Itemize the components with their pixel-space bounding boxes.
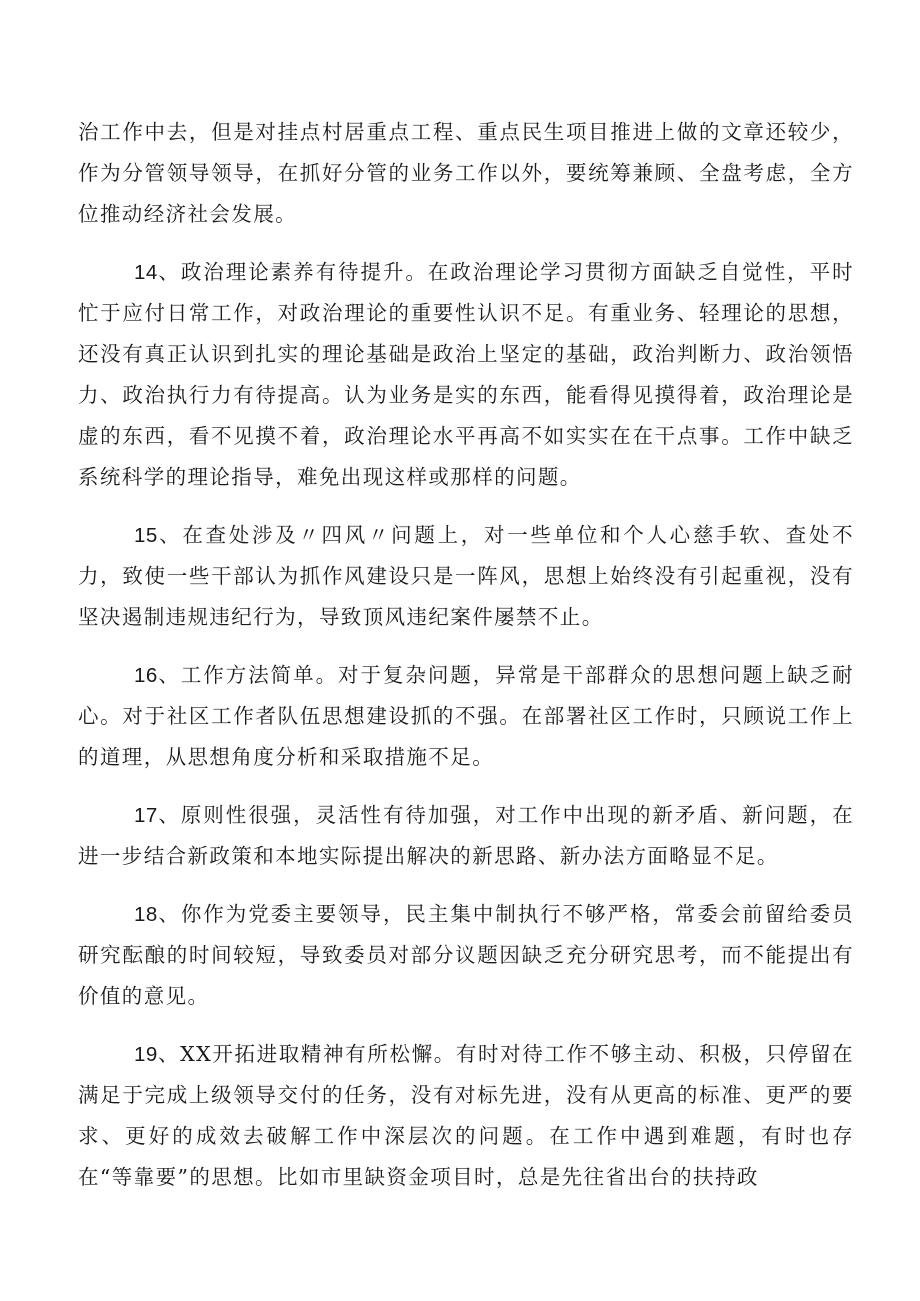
- paragraph-14: [78, 252, 854, 498]
- paragraph-number: 15: [134, 524, 158, 547]
- paragraph-text: 治工作中去，但是对挂点村居重点工程、重点民生项目推进上做的文章还较少，作为分管领导领导，在抓好分管的业务工作以外，要统筹兼顾、全盘考虑，全方位推动经济社会发展。: [78, 120, 854, 226]
- paragraph-text: 、政治理论素养有待提升。在政治理论学习贯彻方面缺乏自觉性，平时忙于应付日常工作，对政治理论的重要性认识不足。有重业务、轻理论的思想，还没有真正认识到扎实的理论基础是政治上坚定的基础，政治判断力、政治领悟力、政治执行力有待提高。认为业务是实的东西，能看得见摸得着，政治理论是虚的东西，看不见摸不着，政治理论水平再高不如实实在在干点事。工作中缺乏系统科学的理论指导，难免出现这样或那样的问题。: [78, 260, 854, 489]
- paragraph-text: 、工作方法简单。对于复杂问题，异常是干部群众的思想问题上缺乏耐心。对于社区工作者队伍思想建设抓的不强。在部署社区工作时，只顾说工作上的道理，从思想角度分析和采取措施不足。: [78, 663, 854, 769]
- paragraph-text: 、原则性很强，灵活性有待加强，对工作中出现的新矛盾、新问题，在进一步结合新政策和本地实际提出解决的新思路、新办法方面略显不足。: [78, 803, 854, 868]
- paragraph-number: 17: [134, 804, 158, 827]
- paragraph-number: 14: [134, 261, 158, 284]
- paragraph-number: 16: [134, 664, 158, 687]
- paragraph-19: [78, 1034, 854, 1198]
- paragraph-number: 19: [134, 1043, 158, 1066]
- paragraph-continued: [78, 112, 854, 235]
- paragraph-15: [78, 515, 854, 638]
- paragraph-17: [78, 795, 854, 877]
- paragraph-text: 、XX开拓进取精神有所松懈。有时对待工作不够主动、积极，只停留在满足于完成上级领导交付的任务，没有对标先进，没有从更高的标准、更严的要求、更好的成效去破解工作中深层次的问题。在工作中遇到难题，有时也存在“等靠要”的思想。比如市里缺资金项目时，总是先往省出台的扶持政: [78, 1042, 854, 1189]
- paragraph-text: 、在查处涉及〃四风〃问题上，对一些单位和个人心慈手软、查处不力，致使一些干部认为抓作风建设只是一阵风，思想上始终没有引起重视，没有坚决遏制违规违纪行为，导致顶风违纪案件屡禁不止。: [78, 523, 854, 629]
- paragraph-16: [78, 655, 854, 778]
- paragraph-number: 18: [134, 903, 158, 926]
- paragraph-text: 、你作为党委主要领导，民主集中制执行不够严格，常委会前留给委员研究酝酿的时间较短，导致委员对部分议题因缺乏充分研究思考，而不能提出有价值的意见。: [78, 902, 854, 1008]
- paragraph-18: [78, 894, 854, 1017]
- document-body: [78, 112, 854, 1215]
